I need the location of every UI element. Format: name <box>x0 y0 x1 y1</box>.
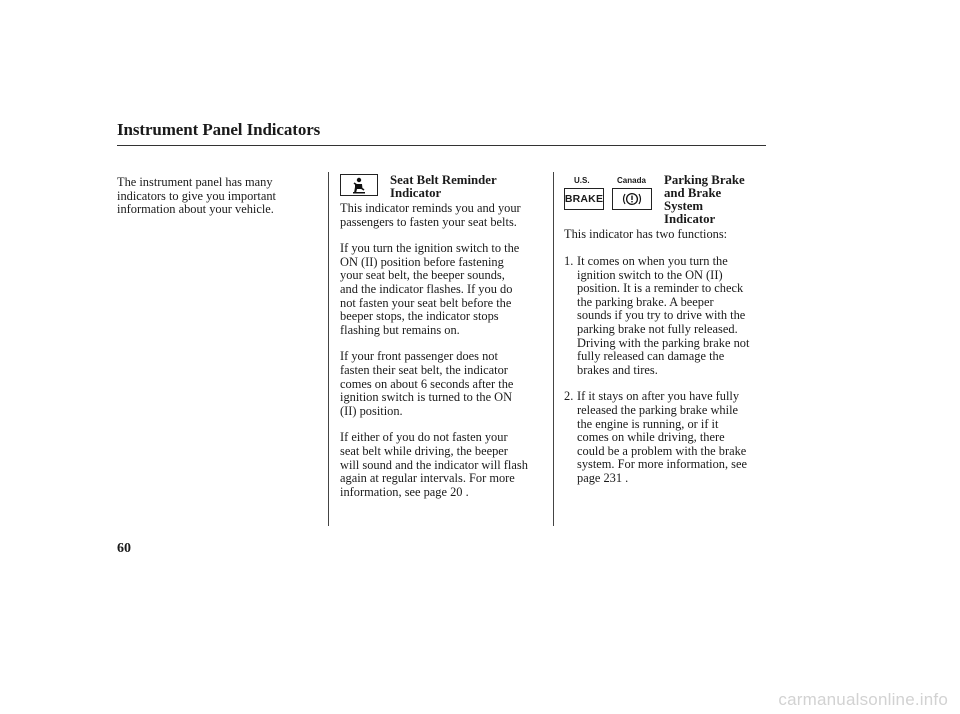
list-item-text: It comes on when you turn the ignition switch to the ON (II) position. It is a reminder to check the parking brake. A beeper sounds if you try to drive with the parking brake not fully released. Driving with the parking brake not fully released can damage the brakes and tires. <box>577 254 750 377</box>
list-item-text: If it stays on after you have fully released the parking brake while the engine is running, or if it comes on while driving, there could be a problem with the brake system. For more information, see page 231 . <box>577 389 747 485</box>
brake-intro: This indicator has two functions: <box>564 227 728 241</box>
brake-heading: Parking Brake and Brake System Indicator <box>664 173 745 226</box>
brake-us-icon-text: BRAKE <box>564 193 604 205</box>
seatbelt-paragraph: If your front passenger does not fasten their seat belt, the indicator comes on about 6 seconds after the ignition switch is turned to the ON (II) position. <box>340 349 514 418</box>
us-label: U.S. <box>574 176 590 185</box>
brake-warning-circle-icon <box>612 188 652 210</box>
list-item <box>564 255 769 377</box>
brake-list <box>564 255 769 486</box>
column-divider-1 <box>328 172 329 526</box>
list-item-number: 1. <box>564 254 574 268</box>
seatbelt-warning-icon <box>340 174 378 196</box>
page-number: 60 <box>117 541 131 556</box>
canada-label: Canada <box>617 176 646 185</box>
seatbelt-paragraph: If you turn the ignition switch to the ON (II) position before fastening your seat belt, the beeper sounds, and the indicator flashes. If you do not fasten your seat belt before the beeper stops, the indicator stops flashing but remains on. <box>340 241 520 337</box>
seatbelt-body <box>340 202 550 499</box>
list-item <box>564 390 769 485</box>
seatbelt-paragraph: This indicator reminds you and your passengers to fasten your seat belts. <box>340 201 521 229</box>
watermark: carmanualsonline.info <box>778 690 948 709</box>
header-rule <box>117 145 766 146</box>
intro-paragraph: The instrument panel has many indicators to give you important information about your vehicle. <box>117 175 276 217</box>
seatbelt-heading: Seat Belt Reminder Indicator <box>390 173 497 200</box>
list-item-number: 2. <box>564 389 574 404</box>
page-title: Instrument Panel Indicators <box>117 120 321 139</box>
seatbelt-paragraph: If either of you do not fasten your seat belt while driving, the beeper will sound and the indicator will flash again at regular intervals. For more information, see page 20 . <box>340 430 528 499</box>
column-divider-2 <box>553 172 554 526</box>
brake-us-icon <box>564 188 604 210</box>
